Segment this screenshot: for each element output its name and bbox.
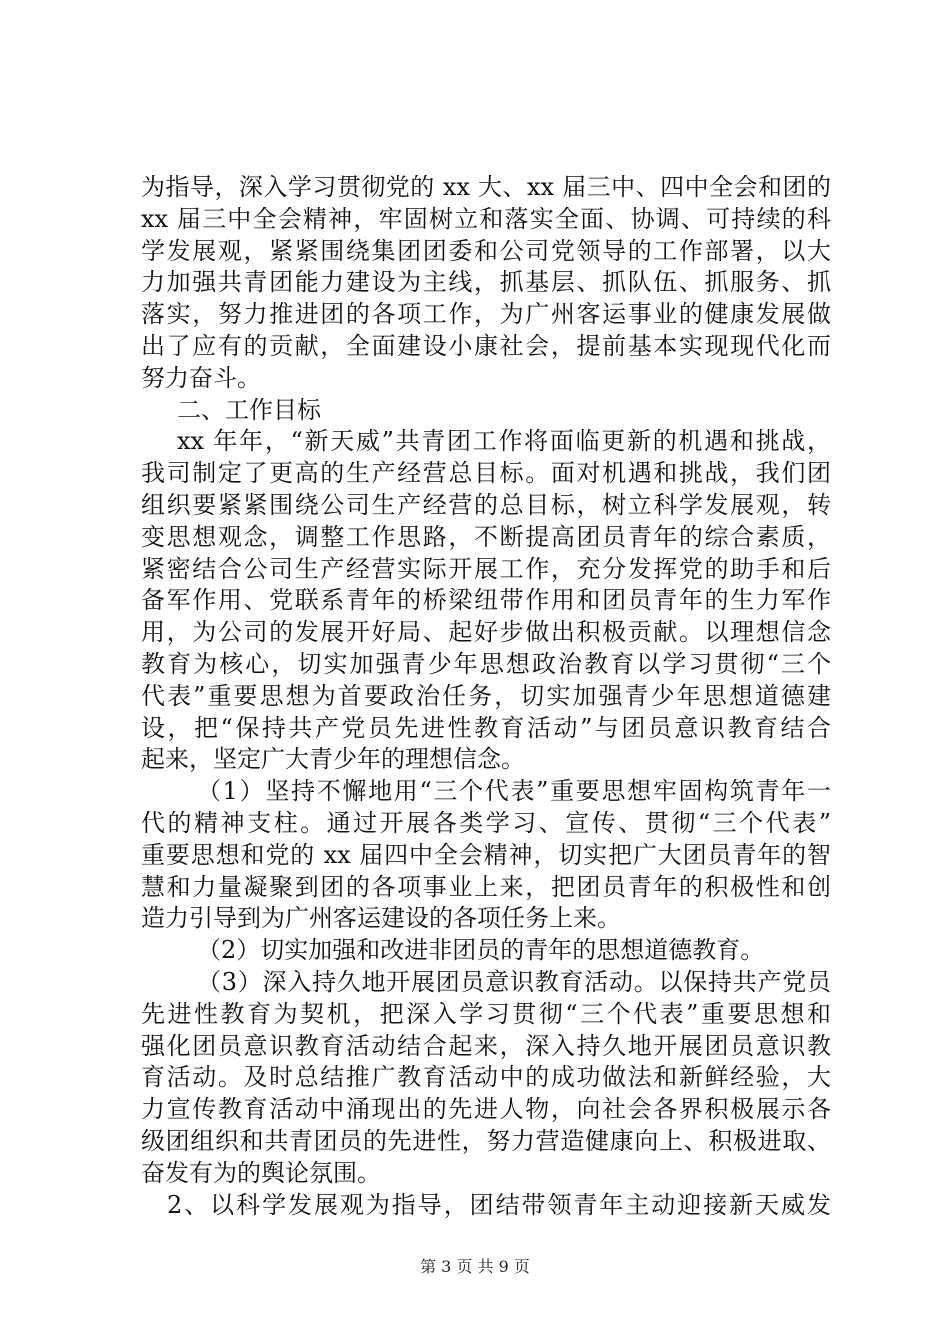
paragraph-4 bbox=[141, 776, 831, 935]
document-body bbox=[141, 172, 831, 1221]
text-line: xx 年年，“新天威”共青团工作将面临更新的机遇和挑战， bbox=[177, 427, 831, 456]
text-line: 出了应有的贡献，全面建设小康社会，提前基本实现现代化而 bbox=[141, 331, 831, 360]
text-line: 我司制定了更高的生产经营总目标。面对机遇和挑战，我们团 bbox=[141, 459, 831, 488]
text-line: 用，为公司的发展开好局、起好步做出积极贡献。以理想信念 bbox=[141, 618, 831, 647]
text-line: 落实，努力推进团的各项工作，为广州客运事业的健康发展做 bbox=[141, 300, 831, 329]
text-line: 备军作用、党联系青年的桥梁纽带作用和团员青年的生力军作 bbox=[141, 586, 831, 615]
text-line: 重要思想和党的 xx 届四中全会精神，切实把广大团员青年的智 bbox=[141, 840, 831, 869]
text-line: 为指导，深入学习贯彻党的 xx 大、xx 届三中、四中全会和团的 bbox=[141, 173, 831, 201]
text-line: 2、以科学发展观为指导，团结带领青年主动迎接新天威发 bbox=[167, 1190, 831, 1219]
text-line: （3）深入持久地开展团员意识教育活动。以保持共产党员 bbox=[197, 967, 831, 996]
text-line: 代表”重要思想为首要政治任务，切实加强青少年思想道德建 bbox=[141, 681, 831, 710]
text-line: （2）切实加强和改进非团员的青年的思想道德教育。 bbox=[197, 936, 765, 965]
text-line: 强化团员意识教育活动结合起来，深入持久地开展团员意识教 bbox=[141, 1031, 831, 1060]
text-line: 育活动。及时总结推广教育活动中的成功做法和新鲜经验，大 bbox=[141, 1063, 831, 1092]
text-line: 慧和力量凝聚到团的各项事业上来，把团员青年的积极性和创 bbox=[141, 872, 831, 901]
text-line: 起来，坚定广大青少年的理想信念。 bbox=[141, 745, 525, 774]
text-line: 力加强共青团能力建设为主线，抓基层、抓队伍、抓服务、抓 bbox=[141, 268, 831, 297]
text-line: 教育为核心，切实加强青少年思想政治教育以学习贯彻“三个 bbox=[141, 649, 831, 678]
paragraph-3 bbox=[141, 426, 831, 776]
text-line: 组织要紧紧围绕公司生产经营的总目标，树立科学发展观，转 bbox=[141, 490, 831, 519]
section-heading-work-goals bbox=[141, 395, 831, 427]
text-line: 设，把“保持共产党员先进性教育活动”与团员意识教育结合 bbox=[141, 713, 831, 742]
text-line: 奋发有为的舆论氛围。 bbox=[141, 1158, 381, 1187]
text-line: 努力奋斗。 bbox=[141, 363, 261, 392]
section-heading: 二、工作目标 bbox=[177, 395, 321, 424]
paragraph-7 bbox=[141, 1190, 831, 1222]
text-line: （1）坚持不懈地用“三个代表”重要思想牢固构筑青年一 bbox=[197, 777, 831, 806]
text-line: 先进性教育为契机，把深入学习贯彻“三个代表”重要思想和 bbox=[141, 999, 831, 1028]
text-line: 变思想观念，调整工作思路，不断提高团员青年的综合素质， bbox=[141, 522, 831, 551]
paragraph-5 bbox=[141, 935, 831, 967]
text-line: 紧密结合公司生产经营实际开展工作，充分发挥党的助手和后 bbox=[141, 554, 831, 583]
page-number-footer: 第 3 页 共 9 页 bbox=[420, 1257, 530, 1276]
paragraph-6 bbox=[141, 967, 831, 1190]
paragraph-1 bbox=[141, 172, 831, 395]
text-line: 力宣传教育活动中涌现出的先进人物，向社会各界积极展示各 bbox=[141, 1095, 831, 1124]
text-line: 级团组织和共青团员的先进性，努力营造健康向上、积极进取、 bbox=[141, 1126, 831, 1155]
text-line: 学发展观，紧紧围绕集团团委和公司党领导的工作部署，以大 bbox=[141, 236, 831, 265]
text-line: 造力引导到为广州客运建设的各项任务上来。 bbox=[141, 904, 621, 933]
text-line: 代的精神支柱。通过开展各类学习、宣传、贯彻“三个代表” bbox=[141, 808, 831, 837]
text-line: xx 届三中全会精神，牢固树立和落实全面、协调、可持续的科 bbox=[141, 204, 831, 233]
